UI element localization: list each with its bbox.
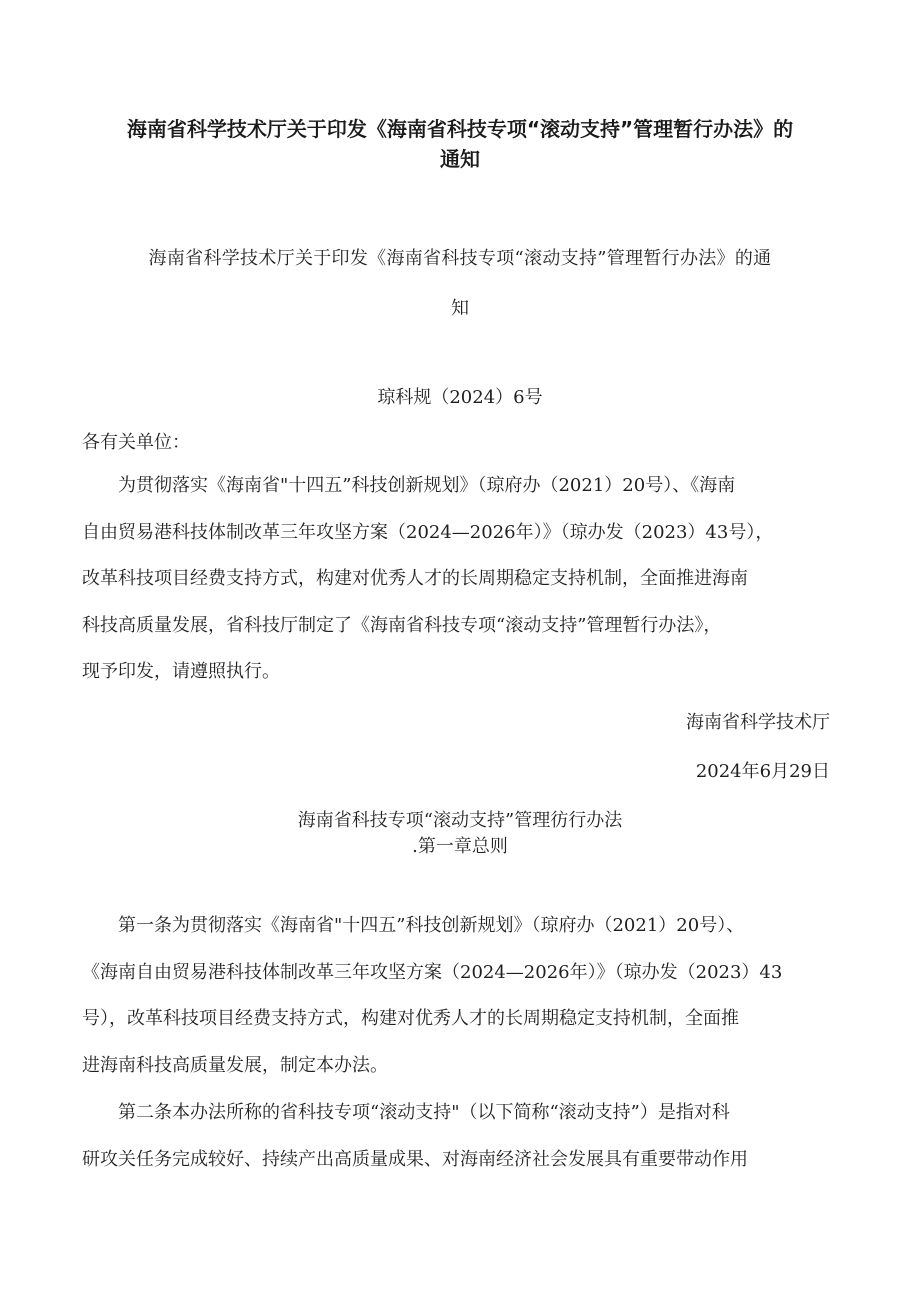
- article-1-line: 第一条为贯彻落实《海南省"十四五”科技创新规划》（琼府办（2021）20号）、: [118, 915, 745, 936]
- attachment-title: 海南省科技专项“滚动支持”管理彷行办法: [297, 810, 623, 831]
- article-2: [82, 1090, 834, 1183]
- article-1-line: 《海南自由贸易港科技体制改革三年攻坚方案（2024—2026年）》（琼办发（2023）43: [82, 961, 783, 983]
- notice-body-line: 科技高质量发展，省科技厅制定了《海南省科技专项“滚动支持”管理暂行办法》，: [82, 614, 722, 636]
- salutation: 各有关单位：: [82, 432, 190, 453]
- article-1-line: 号），改革科技项目经费支持方式，构建对优秀人才的长周期稳定支持机制，全面推: [82, 1008, 739, 1029]
- notice-body: [82, 463, 834, 696]
- article-2-line: 第二条本办法所称的省科技专项“滚动支持"（以下简称“滚动支持”）是指对科: [118, 1102, 730, 1123]
- repeat-title-line-2: 知: [451, 298, 469, 319]
- main-title-line-2: 通知: [440, 147, 480, 171]
- chapter-title: .第一章总则: [412, 836, 508, 857]
- article-1-line: 进海南科技高质量发展，制定本办法。: [82, 1054, 388, 1076]
- notice-body-line: 自由贸易港科技体制改革三年攻坚方案（2024—2026年）》（琼办发（2023）43号），: [82, 521, 774, 543]
- notice-body-line: 改革科技项目经费支持方式，构建对优秀人才的长周期稳定支持机制，全面推进海南: [82, 568, 748, 589]
- main-title-line-1: 海南省科学技术厅关于印发《海南省科技专项“滚动支持”管理暂行办法》的: [126, 117, 794, 141]
- article-1: [82, 903, 834, 1089]
- issuer-signature: 海南省科学技术厅: [686, 712, 830, 733]
- repeat-title-line-1: 海南省科学技术厅关于印发《海南省科技专项“滚动支持”管理暂行办法》的通: [148, 248, 772, 269]
- main-title: [60, 114, 860, 174]
- issue-date: 2024年6月29日: [695, 761, 830, 782]
- document-number: 琼科规（2024）6号: [377, 387, 543, 408]
- notice-body-line: 现予印发，请遵照执行。: [82, 661, 280, 682]
- notice-body-line: 为贯彻落实《海南省"十四五”科技创新规划》（琼府办（2021）20号）、《海南: [118, 475, 736, 496]
- article-2-line: 研攻关任务完成较好、持续产出高质量成果、对海南经济社会发展具有重要带动作用: [82, 1148, 748, 1170]
